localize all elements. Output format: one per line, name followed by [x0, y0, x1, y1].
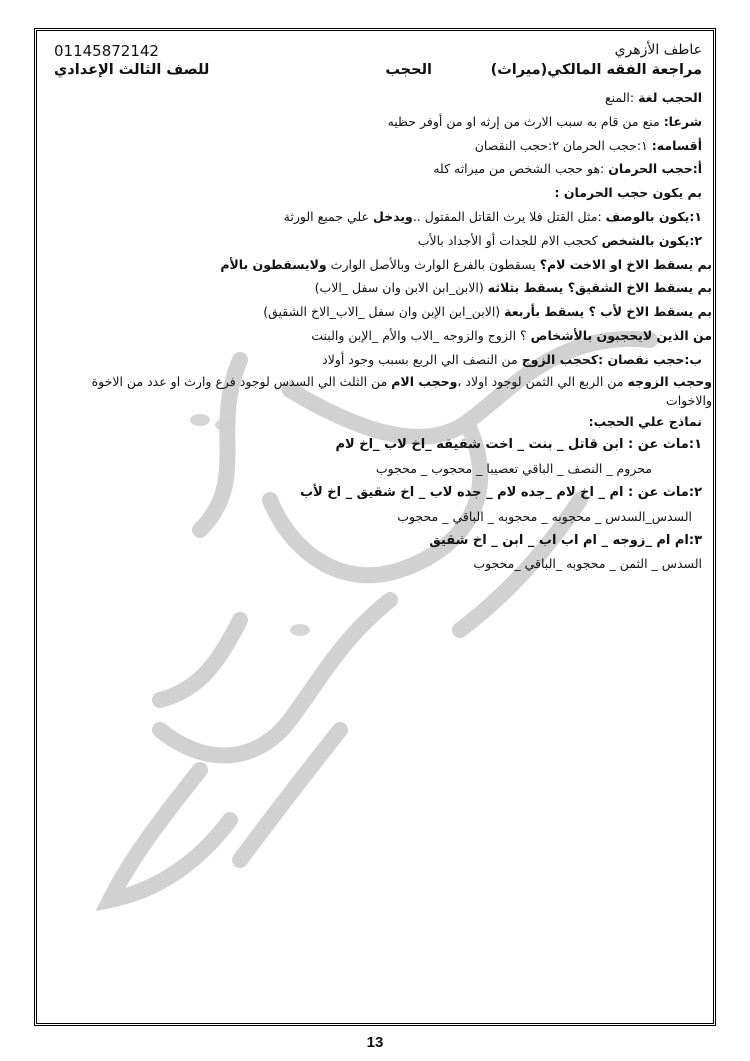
- label: أ:حجب الحرمان: [608, 161, 702, 177]
- text: :المنع: [604, 90, 639, 105]
- paternal-brother: [48, 300, 712, 324]
- document-body: [48, 40, 712, 576]
- grade-title: للصف الثالث الإعدادي: [54, 62, 210, 78]
- label: ويدخل: [372, 208, 413, 224]
- text: يسقطون بالفرع الوارث وبالأصل الوارث: [326, 256, 540, 272]
- example-3-question: ٣:ام ام _زوجه _ ام اب اب _ ابن _ اخ شقيق: [429, 532, 702, 548]
- label: شرعا:: [663, 113, 702, 129]
- definition-legal: [48, 110, 702, 134]
- reduction-wife-mother: [48, 372, 712, 410]
- example-3-answer: السدس _ الثمن _ محجوبه _الباقي _محجوب: [473, 556, 702, 572]
- text: :هو حجب الشخص من ميراثه كله: [433, 161, 609, 177]
- text: علي جميع الورثة: [283, 208, 373, 224]
- example-1-question: ١:مات عن : ابن قاتل _ بنت _ اخت شقيقه _اخ لاب _اخ لام: [335, 437, 702, 453]
- types: [48, 134, 702, 158]
- text: من الثلث الي السدس لوجود فرع وارث او عدد من الاخوة والاخوات: [91, 373, 712, 408]
- label: ولايسقطون بالأم: [220, 256, 327, 272]
- label: الحجب لغة: [638, 90, 702, 105]
- text: كحجب الام للجدات أو الأجداد بالأب: [417, 232, 602, 248]
- label: بم يسقط الاخ او الاخت لام؟: [539, 256, 712, 272]
- by-description: [48, 205, 702, 229]
- label: نماذج علي الحجب:: [588, 413, 702, 429]
- label: من الذين لايحجبون بالأشخاص: [530, 327, 712, 343]
- label: ٢:يكون بالشخص: [601, 232, 702, 248]
- text: :مثل القتل فلا يرث القاتل المقتول ..: [412, 208, 606, 224]
- subject-title: مراجعة الفقه المالكي(ميراث): [490, 62, 702, 78]
- text: ؟ الزوج والزوجه _الاب والأم _الإبن والبنت: [311, 327, 531, 343]
- reduction-husband: [48, 348, 702, 372]
- header-titles: [48, 60, 712, 86]
- example-1-answer: محروم _ النصف _ الباقي تعصيبا _ محجوب _ محجوب: [375, 461, 652, 477]
- phone-number: 01145872142: [54, 42, 159, 60]
- never-deprived: [48, 324, 712, 348]
- label: بم يسقط الاخ لأب ؟ يسقط بأربعة: [504, 304, 712, 320]
- example-2-answer: السدس_السدس _ محجوبه _ محجوبه _ الباقي _ محجوب: [397, 508, 692, 524]
- author-name: عاطف الأزهري: [614, 42, 702, 58]
- topic-title: الحجب: [385, 62, 432, 78]
- example-2-question: ٢:مات عن : ام _ اخ لام _جده لام _ جده لاب _ اخ شقيق _ اخ لأب: [300, 484, 702, 500]
- header-top: [48, 40, 712, 60]
- text: (الابن_ابن الابن وان سفل _الاب): [314, 280, 488, 296]
- definition-linguistic: [48, 86, 702, 110]
- label: بم يسقط الاخ الشقيق؟ يسقط بثلاثه: [487, 280, 712, 296]
- label: ١:يكون بالوصف: [605, 208, 702, 224]
- text: من الربع الي الثمن لوجود اولاد ،: [457, 373, 628, 389]
- label: وحجب الزوجه: [627, 373, 712, 389]
- text: (الابن_ابن الإبن وان سفل _الاب_الاخ الشقيق): [263, 304, 505, 320]
- text: منع من قام به سبب الارث من إرثه او من أوفر حظيه: [387, 113, 664, 129]
- examples-heading: [48, 410, 702, 434]
- maternal-siblings: [48, 253, 712, 277]
- label: أقسامه:: [651, 137, 702, 153]
- label: ب:حجب نقصان :كحجب الزوج: [521, 351, 702, 367]
- full-brother: [48, 276, 712, 300]
- deprivation-how: [48, 181, 702, 205]
- deprivation-definition: [48, 157, 702, 181]
- label: وحجب الام: [391, 373, 458, 389]
- page-number: 13: [366, 1034, 384, 1051]
- text: من النصف الي الربع بسبب وجود أولاد: [322, 351, 522, 367]
- label: بم يكون حجب الحرمان :: [554, 185, 702, 201]
- text: ١:حجب الحرمان ٢:حجب النقصان: [474, 137, 652, 153]
- by-person: [48, 229, 702, 253]
